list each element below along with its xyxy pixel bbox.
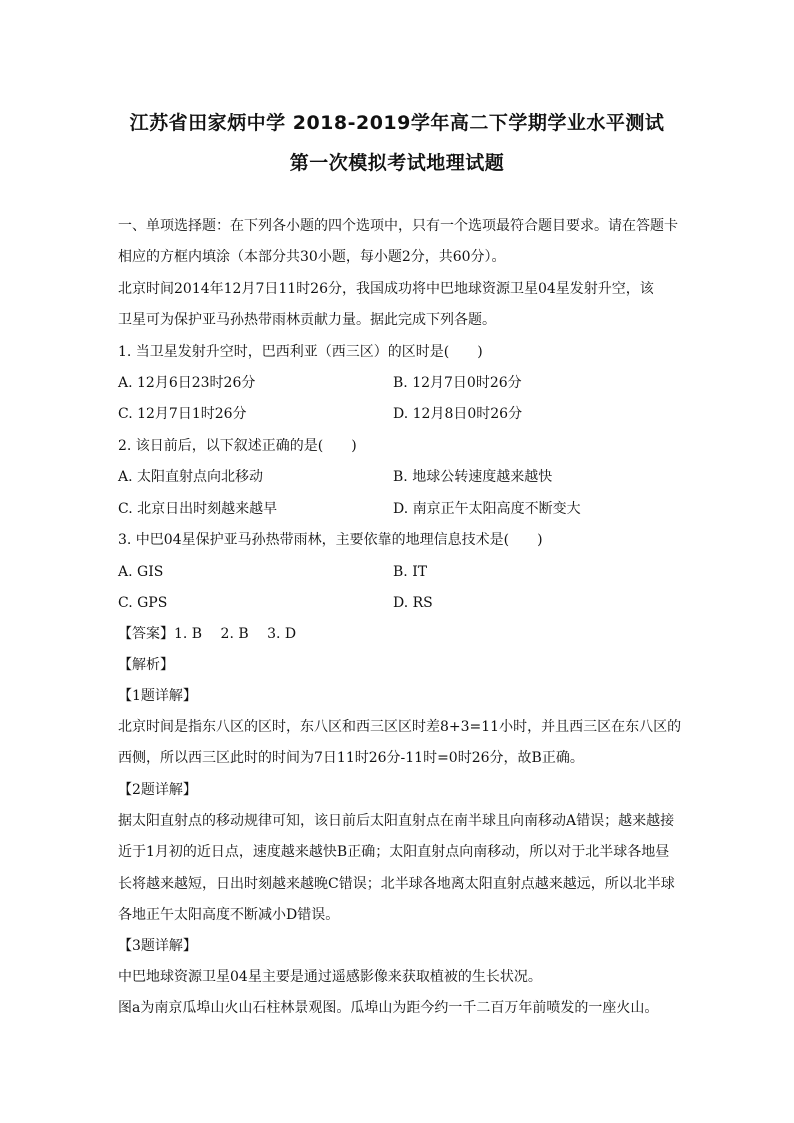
q1-detail-line-1: 北京时间是指东八区的区时，东八区和西三区区时差8+3=11小时，并且西三区在东八区的 [118, 719, 682, 735]
q2-detail-heading: 【2题详解】 [118, 782, 197, 798]
answer-line: 【答案】1. B 2. B 3. D [118, 626, 297, 642]
question-3-option-a: A. GIS [118, 564, 164, 580]
section-intro-line-2: 相应的方框内填涂（本部分共30小题，每小题2分，共60分）。 [118, 249, 506, 265]
question-1-option-b: B. 12月7日0时26分 [393, 375, 522, 391]
question-3-option-d: D. RS [393, 595, 433, 611]
question-1-option-a: A. 12月6日23时26分 [118, 375, 256, 391]
analysis-heading: 【解析】 [118, 657, 174, 673]
passage-line-2: 卫星可为保护亚马孙热带雨林贡献力量。据此完成下列各题。 [118, 312, 496, 328]
question-3-option-c: C. GPS [118, 595, 168, 611]
next-passage-line: 图a为南京瓜埠山火山石柱林景观图。瓜埠山为距今约一千二百万年前喷发的一座火山。 [118, 1000, 659, 1016]
passage-line-1: 北京时间2014年12月7日11时26分，我国成功将中巴地球资源卫星04星发射升空，该 [118, 281, 654, 297]
q1-detail-heading: 【1题详解】 [118, 688, 197, 704]
q3-detail-line-1: 中巴地球资源卫星04星主要是通过遥感影像来获取植被的生长状况。 [118, 969, 542, 985]
question-3-option-b: B. IT [393, 564, 428, 580]
question-1-option-d: D. 12月8日0时26分 [393, 406, 523, 422]
question-3-stem: 3. 中巴04星保护亚马孙热带雨林，主要依靠的地理信息技术是( ) [118, 532, 543, 548]
question-2-option-d: D. 南京正午太阳高度不断变大 [393, 501, 581, 517]
question-1-option-c: C. 12月7日1时26分 [118, 406, 247, 422]
document-title-line-1: 江苏省田家炳中学 2018-2019学年高二下学期学业水平测试 [129, 112, 665, 134]
question-1-stem: 1. 当卫星发射升空时，巴西利亚（西三区）的区时是( ) [118, 344, 483, 360]
question-2-option-a: A. 太阳直射点向北移动 [118, 469, 264, 485]
q2-detail-line-1: 据太阳直射点的移动规律可知，该日前后太阳直射点在南半球且向南移动A错误；越来越接 [118, 813, 675, 829]
q1-detail-line-2: 西侧，所以西三区此时的时间为7日11时26分-11时=0时26分，故B正确。 [118, 750, 584, 766]
q2-detail-line-4: 各地正午太阳高度不断减小D错误。 [118, 907, 340, 923]
document-title-line-2: 第一次模拟考试地理试题 [289, 152, 505, 174]
q3-detail-heading: 【3题详解】 [118, 938, 197, 954]
q2-detail-line-3: 长将越来越短，日出时刻越来越晚C错误；北半球各地离太阳直射点越来越远，所以北半球 [118, 876, 675, 892]
question-2-option-b: B. 地球公转速度越来越快 [393, 469, 553, 485]
section-intro-line-1: 一、单项选择题：在下列各小题的四个选项中，只有一个选项最符合题目要求。请在答题卡 [118, 218, 678, 234]
question-2-option-c: C. 北京日出时刻越来越早 [118, 501, 278, 517]
question-2-stem: 2. 该日前后，以下叙述正确的是( ) [118, 438, 357, 454]
q2-detail-line-2: 近于1月初的近日点，速度越来越快B正确；太阳直射点向南移动，所以对于北半球各地昼 [118, 844, 670, 860]
